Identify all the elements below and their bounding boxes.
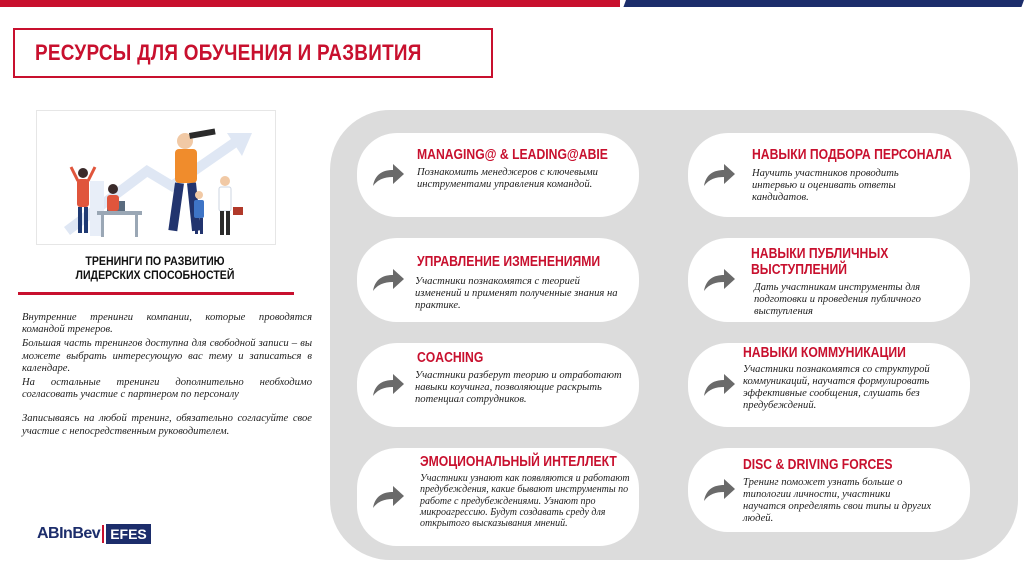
card-description: Участники познакомятся со структурой коммуникаций, научатся формулировать эффективные сообщения, слушать без предубеждений. <box>743 364 930 411</box>
company-logo <box>37 524 151 544</box>
left-paragraph: Записываясь на любой тренинг, обязательно согласуйте свое участие с непосредственным руководителем. <box>22 413 312 437</box>
left-section-heading <box>36 254 274 282</box>
arrow-icon <box>371 267 405 293</box>
logo-separator <box>102 525 104 543</box>
card-public-speaking[interactable] <box>688 238 970 322</box>
card-title: НАВЫКИ ПУБЛИЧНЫХ ВЫСТУПЛЕНИЙ <box>751 246 889 278</box>
left-divider <box>18 292 294 295</box>
card-coaching[interactable] <box>357 343 639 427</box>
arrow-icon <box>702 162 736 188</box>
card-recruiting-skills[interactable] <box>688 133 970 217</box>
card-title: УПРАВЛЕНИЕ ИЗМЕНЕНИЯМИ <box>417 254 601 270</box>
logo-partner: EFES <box>106 524 151 544</box>
arrow-icon <box>371 372 405 398</box>
card-description: Познакомить менеджеров с ключевыми инструментами управления командой. <box>417 167 598 190</box>
left-description <box>22 312 312 440</box>
card-disc-driving-forces[interactable] <box>688 448 970 532</box>
arrow-icon <box>702 267 736 293</box>
arrow-icon <box>702 477 736 503</box>
card-change-management[interactable] <box>357 238 639 322</box>
leadership-illustration-image <box>37 111 276 245</box>
arrow-icon <box>371 484 405 510</box>
card-description: Участники разберут теорию и отработают навыки коучинга, позволяющие раскрыть потенциал сотрудников. <box>415 370 622 405</box>
card-description: Участники узнают как появляются и работают предубеждения, какие бывают инструменты по работе с предубеждениями. Узнают про микроагрессию. Будут создавать среду для открытого высказывания мнений. <box>420 473 630 530</box>
leadership-illustration <box>36 110 276 245</box>
card-description: Дать участникам инструменты для подготовки и проведения публичного выступления <box>754 282 921 317</box>
left-heading-line2: ЛИДЕРСКИХ СПОСОБНОСТЕЙ <box>75 268 235 282</box>
card-title: ЭМОЦИОНАЛЬНЫЙ ИНТЕЛЛЕКТ <box>420 454 617 470</box>
arrow-icon <box>702 372 736 398</box>
card-title: DISC & DRIVING FORCES <box>743 457 893 473</box>
left-paragraph: На остальные тренинги дополнительно необходимо согласовать участие с партнером по персоналу <box>22 377 312 401</box>
logo-brand: ABInBev <box>37 525 101 542</box>
card-description: Тренинг поможет узнать больше о типологии личности, участники научатся определять свои типы и других людей. <box>743 477 932 524</box>
card-managing-leading[interactable] <box>357 133 639 217</box>
arrow-icon <box>371 162 405 188</box>
left-paragraph: Внутренние тренинги компании, которые проводятся командой тренеров. <box>22 312 312 336</box>
top-blue-stripe <box>623 0 1024 7</box>
card-title: НАВЫКИ КОММУНИКАЦИИ <box>743 345 906 361</box>
left-heading-line1: ТРЕНИНГИ ПО РАЗВИТИЮ <box>85 254 225 268</box>
card-title: MANAGING@ & LEADING@ABIE <box>417 147 608 163</box>
card-description: Участники познакомятся с теорией изменений и применят полученные знания на практике. <box>415 276 618 311</box>
card-title: COACHING <box>417 350 484 366</box>
card-title: НАВЫКИ ПОДБОРА ПЕРСОНАЛА <box>752 147 952 163</box>
card-communication-skills[interactable] <box>688 343 970 427</box>
top-red-stripe <box>0 0 620 7</box>
page-title: РЕСУРСЫ ДЛЯ ОБУЧЕНИЯ И РАЗВИТИЯ <box>35 40 422 65</box>
card-emotional-intelligence[interactable] <box>357 448 639 546</box>
left-paragraph: Большая часть тренингов доступна для свободной записи – вы можете выбрать интересующую вас тему и записаться в календаре. <box>22 338 312 374</box>
card-description: Научить участников проводить интервью и оценивать ответы кандидатов. <box>752 168 899 203</box>
page-title-box <box>13 28 493 78</box>
